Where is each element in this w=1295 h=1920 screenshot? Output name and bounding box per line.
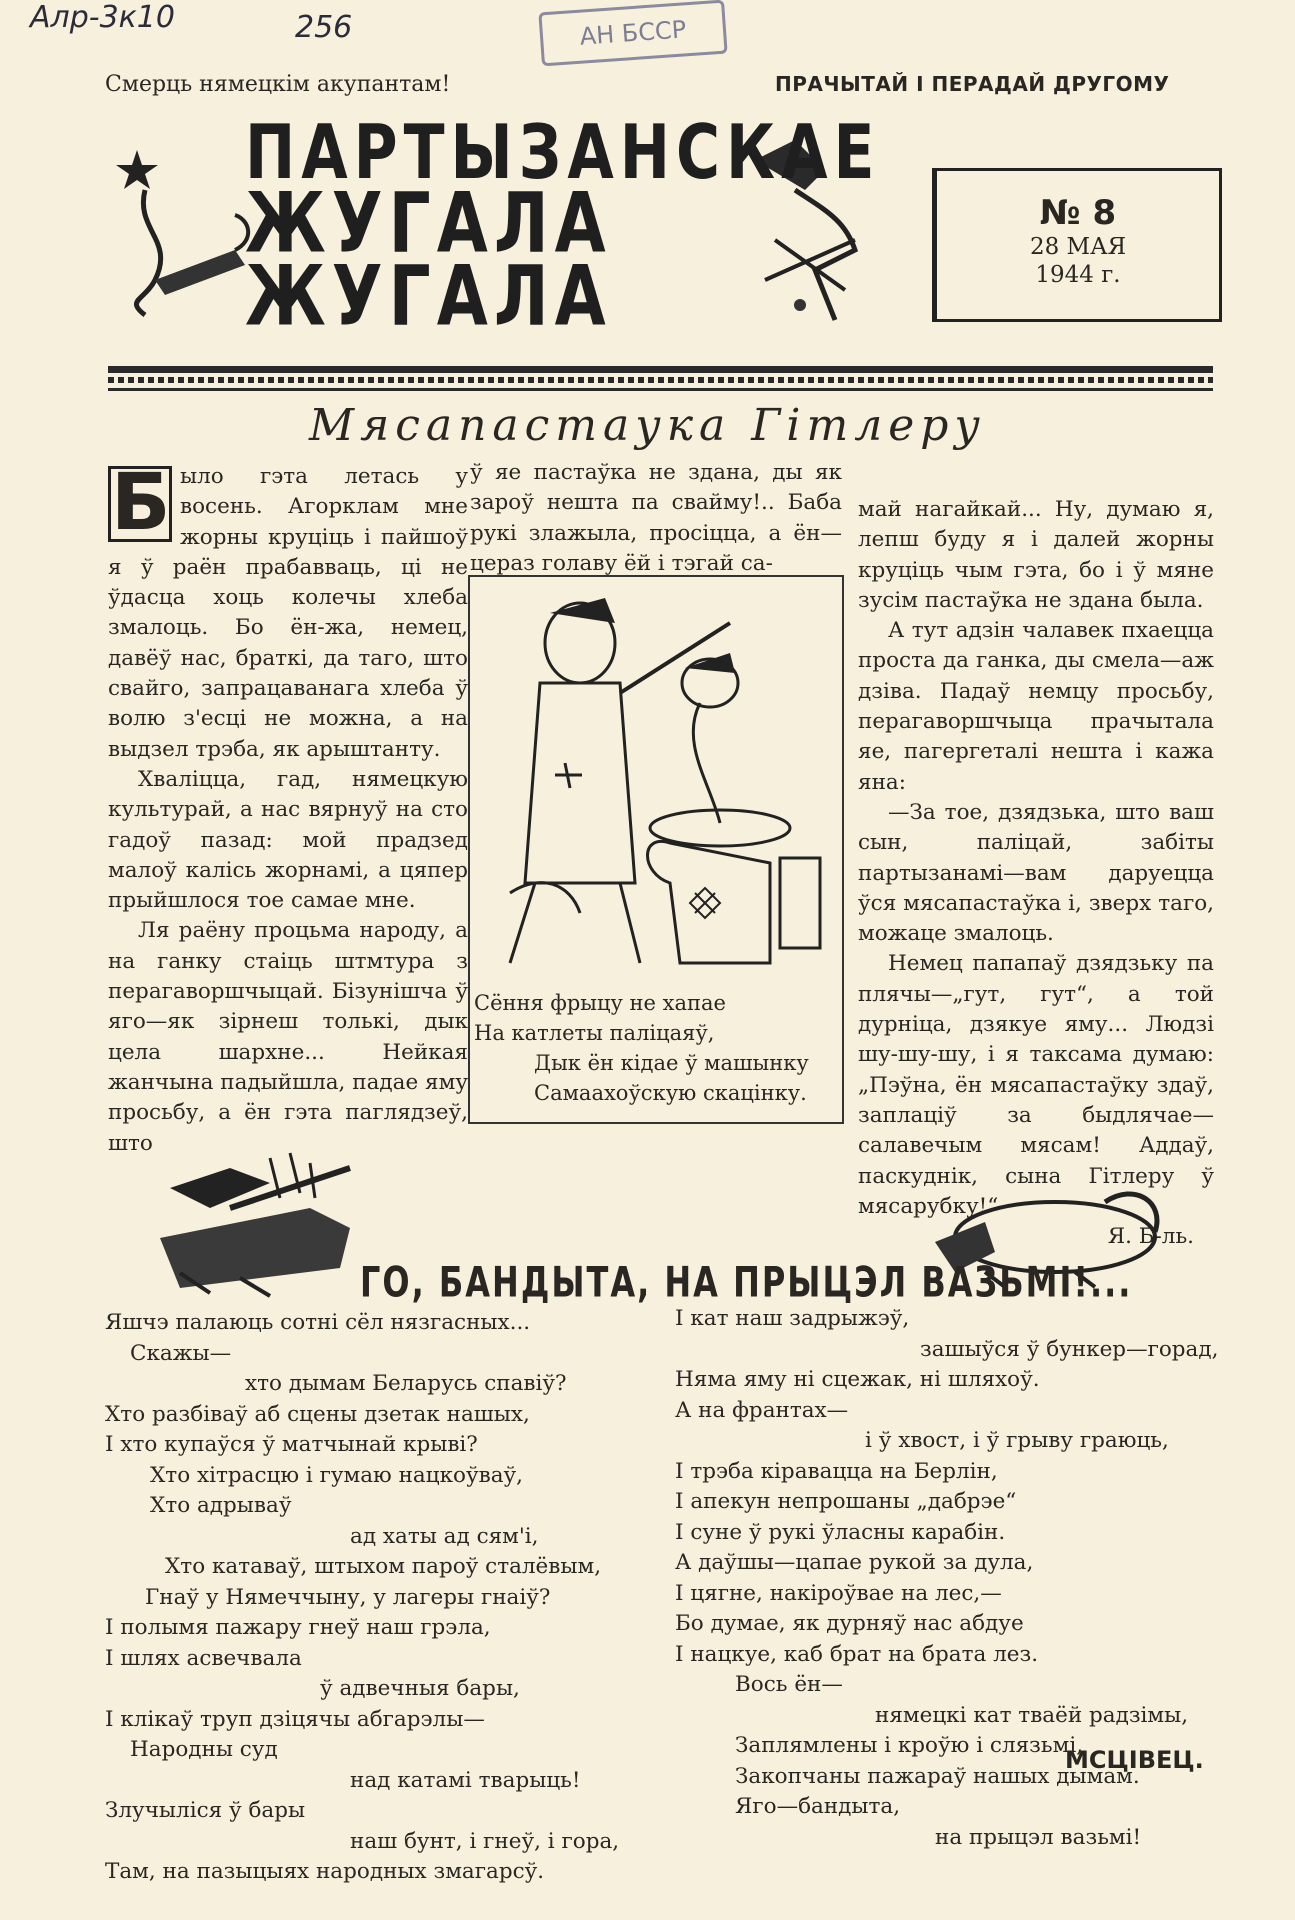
poem-line: І полымя пажару гнеў наш грэла, xyxy=(105,1615,491,1640)
masthead-title-line2: ЖУГАЛА xyxy=(245,175,612,272)
archive-handnote: Алр-3к10 xyxy=(30,0,175,35)
caption-line-3: Дык ён кідае ў машынку xyxy=(534,1051,809,1075)
poem-line: ў адвечныя бары, xyxy=(320,1676,520,1701)
cartoon-caption xyxy=(470,988,842,1108)
masthead-title-line3: ЖУГАЛА xyxy=(245,248,612,345)
poem-line: Бо думае, як дурняў нас абдуе xyxy=(675,1611,1024,1636)
article-paragraph-1: ыло гэта летась у восень. Агорклам мне жорны круціць і пайшоў я ў раён прабавваць, ці не ўдасца хоць колечы хлеба змалоць. Бо ён-жа, немец, давёў нас, браткі, да таго, што свайго, запрацаванага хлеба ў волю з'есці не можна, а на выдзел трэба, як арыштанту. xyxy=(108,464,468,762)
article-paragraph-5: май нагайкай... Ну, думаю я, лепш буду я і далей жорны круціць чым гэта, бо і ў мяне зусім пастаўка не здана была. xyxy=(858,497,1214,613)
poem-line: Народны суд xyxy=(130,1737,278,1762)
article-paragraph-3: Ля раёну процьма народу, а на ганку стаіць штмтура з перагаворшчыцай. Бізунішча ў яго—як зірнеш толькі, дык цела шархне... Нейкая жанчына падыйшла, падае яму просьбу, а ён гэта паглядзеў, што xyxy=(108,918,468,1156)
poem-line: хто дымам Беларусь спавіў? xyxy=(245,1371,567,1396)
drop-cap: Б xyxy=(108,466,172,542)
caption-line-1: Сёння фрыцу не хапае xyxy=(474,991,726,1015)
poem-line: А на франтах— xyxy=(675,1397,849,1423)
poem-line: Злучыліся ў бары xyxy=(105,1798,306,1823)
cartoon-frame xyxy=(468,575,844,1124)
star-hand-illustration xyxy=(115,130,255,320)
archive-stamp: АН БССР xyxy=(538,0,727,66)
archive-number: 256 xyxy=(295,10,353,45)
poem-line: Няма яму ні сцежак, ні шляхоў. xyxy=(675,1367,1040,1392)
cartoon-drawing xyxy=(470,583,838,988)
issue-year: 1944 г. xyxy=(1035,262,1121,288)
masthead-rule-thick xyxy=(108,366,1213,373)
article-column-3 xyxy=(858,495,1214,1252)
article-column-2 xyxy=(470,458,842,579)
article-column-1 xyxy=(108,458,468,1159)
poem-line: І хто купаўся ў матчынай крыві? xyxy=(105,1432,478,1457)
slogan-left: Смерць нямецкім акупантам! xyxy=(105,72,451,97)
tank-illustration xyxy=(150,1148,360,1298)
poem-line: Закопчаны пажараў нашых дымам. xyxy=(735,1763,1140,1789)
poem-line: наш бунт, і гнеў, і гора, xyxy=(350,1828,620,1854)
poem-line: Хто катаваў, штыхом пароў сталёвым, xyxy=(165,1554,602,1579)
article-paragraph-8: Немец папапаў дзядзьку па плячы—„гут, гут“, а той дурніца, дзякуе яму... Людзі шу-шу-шу, і я таксама думаю: „Пэўна, ён мясапастаўку здаў, заплаціў за быдлячае—салавечым мясам! Аддаў, паскуднік, сына Гітлеру ў мясарубку!“ xyxy=(858,951,1214,1219)
poem-line: А даўшы—цапае рукой за дула, xyxy=(675,1550,1034,1575)
article-paragraph-2: Хваліцца, гад, нямецкую культурай, а нас вярнуў на сто гадоў пазад: мой прадзед малоў калісь жорнамі, а цяпер прыйшлося тое самае мне. xyxy=(108,766,468,914)
caption-line-4: Самаахоўскую скацінку. xyxy=(534,1081,807,1105)
poem-line: над катамі тварыць! xyxy=(350,1767,581,1793)
poem-left-column xyxy=(105,1308,665,1888)
poem-line: І нацкуе, каб брат на брата лез. xyxy=(675,1641,1039,1667)
poem-line: Яго—бандыта, xyxy=(735,1794,901,1819)
poem-line: на прыцэл вазьмі! xyxy=(935,1824,1142,1850)
article-paragraph-4: ў яе пастаўка не здана, ды як зароў нешта па свайму!.. Баба рукі злажыла, просіцца, а ён—цераз голаву ёй і тэгай са- xyxy=(470,460,842,576)
poem-line: І цягне, накіроўвае на лес,— xyxy=(675,1580,1002,1606)
poem-line: зашыўся ў бункер—горад, xyxy=(920,1336,1219,1362)
poem-line: І шлях асвечвала xyxy=(105,1645,302,1671)
poem-line: Яшчэ палаюць сотні сёл нязгасных... xyxy=(105,1310,531,1335)
article-signature: Я. Б-ль. xyxy=(1107,1224,1194,1250)
poem-headline: ГО, БАНДЫТА, НА ПРЫЦЭЛ ВАЗЬМІ!... xyxy=(360,1257,1133,1307)
poem-line: нямецкі кат тваёй радзімы, xyxy=(875,1702,1189,1728)
poem-line: Хто адрываў xyxy=(150,1493,292,1518)
issue-date: 28 МАЯ xyxy=(1029,234,1127,260)
poem-line: І клікаў труп дзіцячы абгарэлы— xyxy=(105,1706,485,1732)
poem-line: Хто хітрасцю і гумаю нацкоўваў, xyxy=(150,1462,524,1488)
issue-box xyxy=(932,168,1222,322)
masthead-rule-dotted xyxy=(108,377,1213,383)
poem-line: Там, на пазыцыях народных змагарсў. xyxy=(105,1859,545,1884)
poem-line: Скажы— xyxy=(130,1340,232,1366)
article-paragraph-7: —За тое, дзядзька, што ваш сын, паліцай, забіты партызанамі—вам даруецца ўся мясапастаўка і, зверх таго, можаце змалоць. xyxy=(858,799,1214,947)
poem-line: Заплямлены і кроўю і слязьмі, xyxy=(735,1733,1084,1758)
poem-line: І суне ў рукі ўласны карабін. xyxy=(675,1519,1006,1545)
issue-number: № 8 xyxy=(1039,193,1117,233)
poem-line: ад хаты ад сям'і, xyxy=(350,1523,539,1549)
article-headline: Мясапастаука Гітлеру xyxy=(309,400,986,451)
poem-line: І кат наш задрыжэў, xyxy=(675,1306,910,1331)
poem-line: І трэба кіравацца на Берлін, xyxy=(675,1458,998,1484)
poem-line: І апекун непрошаны „дабрэе“ xyxy=(675,1489,1017,1514)
article-paragraph-6: А тут адзін чалавек пхаецца проста да ганка, ды смела—аж дзіва. Падаў немцу просьбу, перагаворшчыца прачытала яе, пагергеталі нешта і кажа яна: xyxy=(858,618,1214,795)
poem-line: і ў хвост, і ў грыву граюць, xyxy=(865,1428,1169,1453)
poem-signature: МСЦІВЕЦ. xyxy=(1065,1746,1204,1774)
slogan-right: ПРАЧЫТАЙ І ПЕРАДАЙ ДРУГОМУ xyxy=(775,72,1170,96)
caption-line-2: На катлеты паліцаяў, xyxy=(474,1021,715,1045)
masthead-title-line1: ПАРТЫЗАНСКАЕ xyxy=(245,109,881,197)
poem-line: Гнаў у Нямеччыну, у лагеры гнаіў? xyxy=(145,1584,551,1610)
masthead-rule-thin xyxy=(108,388,1213,391)
poem-line: Хто разбіваў аб сцены дзетак нашых, xyxy=(105,1401,530,1427)
poem-line: Вось ён— xyxy=(735,1672,843,1697)
